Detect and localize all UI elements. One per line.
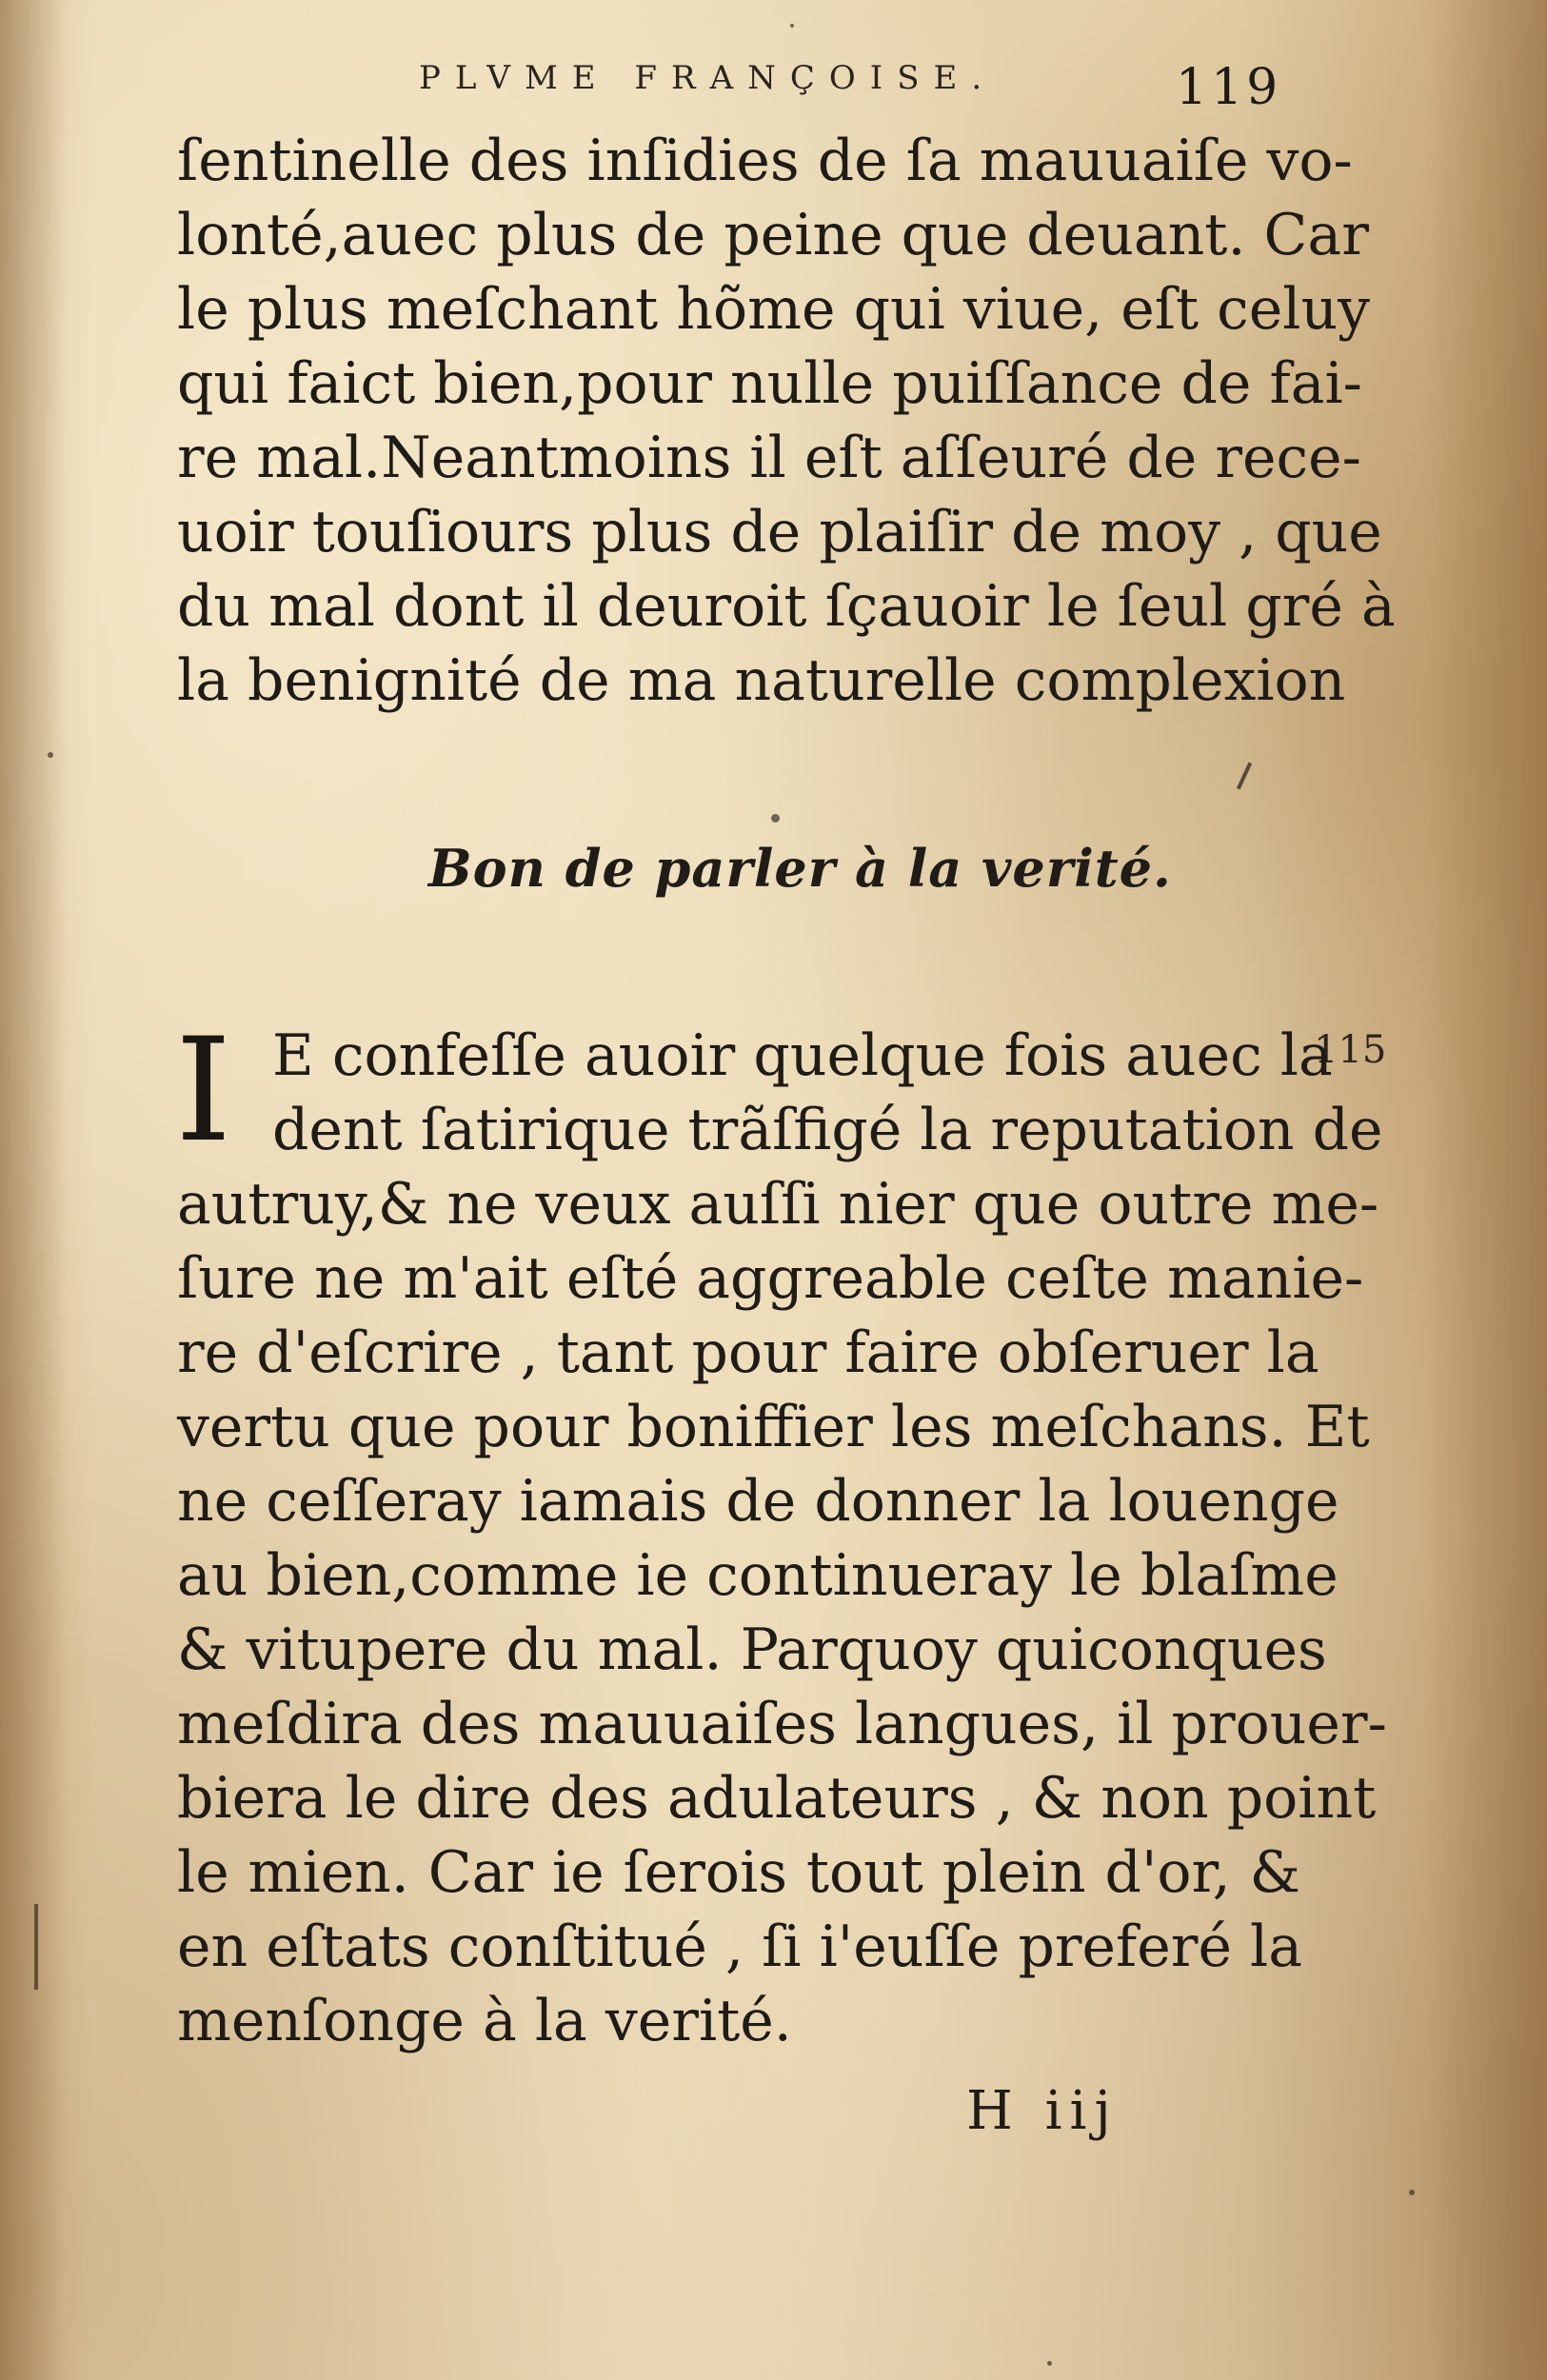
text-line: menſonge à la verité.	[177, 1988, 792, 2054]
page-edge-mark	[34, 1904, 38, 1990]
text-line: ſure ne m'ait eſté aggreable ceſte manie-	[177, 1245, 1364, 1312]
text-line: vertu que pour boniffier les meſchans. Et	[177, 1394, 1370, 1460]
page-number: 119	[1176, 59, 1282, 116]
margin-number: 115	[1314, 1028, 1387, 1072]
text-line: ne ceſſeray iamais de donner la louenge	[177, 1468, 1339, 1535]
stray-mark	[1237, 763, 1252, 790]
text-line: du mal dont il deuroit ſçauoir le ſeul gré à	[177, 573, 1396, 640]
ink-speck	[790, 24, 794, 28]
gutter-shadow	[0, 0, 67, 2380]
text-line: dent ſatirique trãſfigé la reputation de	[272, 1097, 1383, 1163]
edge-shadow	[1423, 0, 1547, 2380]
text-line: ſentinelle des inſidies de ſa mauuaiſe vo-	[177, 128, 1353, 194]
text-line: uoir touſiours plus de plaiſir de moy , que	[177, 499, 1382, 565]
text-line: le plus meſchant hõme qui viue, eſt celuy	[177, 276, 1370, 343]
text-line: la benignité de ma naturelle complexion	[177, 647, 1346, 714]
text-line: biera le dire des adulateurs , & non point	[177, 1765, 1377, 1832]
text-line: en eſtats conſtitué , ſi i'euſſe preferé la	[177, 1914, 1302, 1980]
top-paragraph	[177, 124, 1396, 718]
ink-speck	[771, 814, 780, 823]
text-line: lonté,auec plus de peine que deuant. Car	[177, 202, 1369, 268]
ink-speck	[1409, 2190, 1415, 2195]
text-line: autruy,& ne veux auſſi nier que outre me-	[177, 1171, 1379, 1238]
text-line: re d'eſcrire , tant pour faire obſeruer la	[177, 1319, 1319, 1386]
text-line: re mal.Neantmoins il eſt aſſeuré de rece-	[177, 425, 1361, 491]
text-line: E confeſſe auoir quelque fois auec la	[272, 1022, 1333, 1089]
section-heading: Bon de parler à la verité.	[428, 838, 1172, 899]
ink-speck	[1047, 2361, 1052, 2366]
text-line: le mien. Car ie ſerois tout plein d'or, &	[177, 1839, 1300, 1906]
signature-mark: H iij	[966, 2080, 1119, 2142]
drop-cap: I	[175, 1008, 232, 1174]
text-line: qui faict bien,pour nulle puiſſance de fai-	[177, 350, 1362, 417]
text-line: meſdira des mauuaiſes langues, il prouer-	[177, 1691, 1387, 1757]
running-head: PLVME FRANÇOISE.	[419, 59, 997, 97]
ink-speck	[48, 752, 53, 758]
text-line: au bien,comme ie continueray le blaſme	[177, 1542, 1339, 1609]
text-line: & vitupere du mal. Parquoy quiconques	[177, 1616, 1327, 1683]
